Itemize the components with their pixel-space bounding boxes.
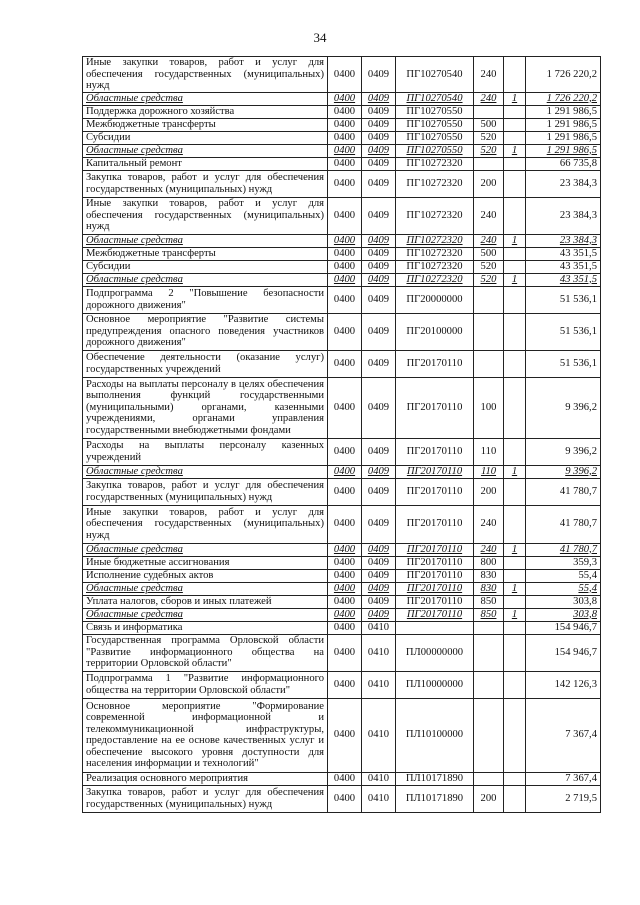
funding-source-code [504, 313, 526, 350]
row-name: Субсидии [83, 260, 328, 273]
target-article-code: ПГ10270550 [396, 105, 474, 118]
section-code: 0400 [328, 621, 362, 634]
section-code: 0400 [328, 608, 362, 621]
expense-type-code [474, 772, 504, 785]
amount: 41 780,7 [526, 543, 601, 556]
amount: 1 291 986,5 [526, 118, 601, 131]
expense-type-code: 500 [474, 247, 504, 260]
table-row-regional-funds [83, 608, 601, 621]
funding-source-code [504, 157, 526, 170]
target-article-code: ПГ10272320 [396, 170, 474, 197]
section-code: 0400 [328, 350, 362, 377]
amount: 1 291 986,5 [526, 131, 601, 144]
table-row [83, 478, 601, 505]
subsection-code: 0409 [362, 247, 396, 260]
row-name: Областные средства [83, 543, 328, 556]
target-article-code: ПГ20000000 [396, 286, 474, 313]
row-name: Областные средства [83, 465, 328, 478]
funding-source-code [504, 286, 526, 313]
target-article-code: ПГ20170110 [396, 350, 474, 377]
table-row [83, 772, 601, 785]
section-code: 0400 [328, 785, 362, 812]
table-row [83, 197, 601, 234]
subsection-code: 0409 [362, 582, 396, 595]
funding-source-code [504, 438, 526, 465]
section-code: 0400 [328, 286, 362, 313]
funding-source-code [504, 569, 526, 582]
amount: 303,8 [526, 608, 601, 621]
target-article-code: ПГ20170110 [396, 438, 474, 465]
row-name: Областные средства [83, 92, 328, 105]
expense-type-code: 240 [474, 543, 504, 556]
expense-type-code: 520 [474, 144, 504, 157]
funding-source-code: 1 [504, 608, 526, 621]
subsection-code: 0409 [362, 377, 396, 438]
section-code: 0400 [328, 377, 362, 438]
amount: 9 396,2 [526, 438, 601, 465]
table-row [83, 247, 601, 260]
table-row-regional-funds [83, 582, 601, 595]
amount: 359,3 [526, 556, 601, 569]
expense-type-code: 520 [474, 131, 504, 144]
row-name: Областные средства [83, 234, 328, 247]
funding-source-code [504, 556, 526, 569]
section-code: 0400 [328, 197, 362, 234]
funding-source-code: 1 [504, 465, 526, 478]
table-row [83, 286, 601, 313]
funding-source-code [504, 170, 526, 197]
funding-source-code [504, 247, 526, 260]
row-name: Основное мероприятие "Формирование современной информационной и телекоммуникационной инфраструктуры, предоставление на ее основе качественных услуг и обеспечение высокого уровня доступности для населения информации и технологий" [83, 698, 328, 772]
subsection-code: 0409 [362, 608, 396, 621]
target-article-code: ПЛ10000000 [396, 671, 474, 698]
table-row [83, 569, 601, 582]
table-row [83, 57, 601, 93]
funding-source-code [504, 350, 526, 377]
page-number: 34 [313, 30, 327, 45]
funding-source-code [504, 698, 526, 772]
expense-type-code: 830 [474, 582, 504, 595]
table-row [83, 313, 601, 350]
table-row-regional-funds [83, 92, 601, 105]
amount: 9 396,2 [526, 465, 601, 478]
funding-source-code: 1 [504, 543, 526, 556]
subsection-code: 0409 [362, 465, 396, 478]
table-row [83, 260, 601, 273]
section-code: 0400 [328, 118, 362, 131]
row-name: Основное мероприятие "Развитие системы предупреждения опасного поведения участников дорожного движения" [83, 313, 328, 350]
subsection-code: 0409 [362, 350, 396, 377]
amount: 55,4 [526, 582, 601, 595]
subsection-code: 0409 [362, 105, 396, 118]
section-code: 0400 [328, 260, 362, 273]
section-code: 0400 [328, 170, 362, 197]
amount: 142 126,3 [526, 671, 601, 698]
target-article-code: ПГ20170110 [396, 608, 474, 621]
row-name: Иные закупки товаров, работ и услуг для обеспечения государственных (муниципальных) нужд [83, 505, 328, 543]
table-row [83, 634, 601, 671]
section-code: 0400 [328, 671, 362, 698]
row-name: Иные закупки товаров, работ и услуг для обеспечения государственных (муниципальных) нужд [83, 197, 328, 234]
row-name: Реализация основного мероприятия [83, 772, 328, 785]
subsection-code: 0410 [362, 634, 396, 671]
row-name: Закупка товаров, работ и услуг для обеспечения государственных (муниципальных) нужд [83, 170, 328, 197]
expense-type-code: 100 [474, 377, 504, 438]
row-name: Закупка товаров, работ и услуг для обеспечения государственных (муниципальных) нужд [83, 478, 328, 505]
funding-source-code: 1 [504, 273, 526, 286]
row-name: Расходы на выплаты персоналу в целях обеспечения выполнения функций государственными (муниципальными) органами, казенными учреждениями, органами управления государственными внебюджетными фондами [83, 377, 328, 438]
expense-type-code: 800 [474, 556, 504, 569]
target-article-code: ПЛ10100000 [396, 698, 474, 772]
amount: 51 536,1 [526, 350, 601, 377]
expense-type-code [474, 634, 504, 671]
target-article-code: ПГ10272320 [396, 260, 474, 273]
expense-type-code: 520 [474, 273, 504, 286]
section-code: 0400 [328, 157, 362, 170]
expense-type-code [474, 350, 504, 377]
funding-source-code: 1 [504, 234, 526, 247]
amount: 154 946,7 [526, 634, 601, 671]
table-row [83, 505, 601, 543]
target-article-code: ПГ10272320 [396, 197, 474, 234]
expense-type-code: 240 [474, 57, 504, 93]
table-row-regional-funds [83, 543, 601, 556]
expense-type-code: 200 [474, 478, 504, 505]
subsection-code: 0409 [362, 234, 396, 247]
funding-source-code: 1 [504, 144, 526, 157]
table-row [83, 671, 601, 698]
row-name: Иные закупки товаров, работ и услуг для обеспечения государственных (муниципальных) нужд [83, 57, 328, 93]
funding-source-code [504, 118, 526, 131]
target-article-code: ПЛ10171890 [396, 772, 474, 785]
expense-type-code [474, 313, 504, 350]
section-code: 0400 [328, 543, 362, 556]
amount: 1 726 220,2 [526, 57, 601, 93]
amount: 43 351,5 [526, 273, 601, 286]
funding-source-code [504, 377, 526, 438]
subsection-code: 0409 [362, 313, 396, 350]
subsection-code: 0409 [362, 543, 396, 556]
subsection-code: 0409 [362, 556, 396, 569]
row-name: Областные средства [83, 582, 328, 595]
row-name: Субсидии [83, 131, 328, 144]
subsection-code: 0409 [362, 595, 396, 608]
funding-source-code [504, 785, 526, 812]
row-name: Исполнение судебных актов [83, 569, 328, 582]
expense-type-code [474, 157, 504, 170]
target-article-code: ПГ20170110 [396, 465, 474, 478]
section-code: 0400 [328, 131, 362, 144]
target-article-code: ПГ10270550 [396, 118, 474, 131]
amount: 2 719,5 [526, 785, 601, 812]
expense-type-code: 200 [474, 170, 504, 197]
funding-source-code [504, 772, 526, 785]
target-article-code: ПГ20170110 [396, 543, 474, 556]
amount: 43 351,5 [526, 247, 601, 260]
funding-source-code: 1 [504, 582, 526, 595]
table-row-regional-funds [83, 273, 601, 286]
section-code: 0400 [328, 582, 362, 595]
subsection-code: 0410 [362, 772, 396, 785]
table-row [83, 556, 601, 569]
subsection-code: 0409 [362, 478, 396, 505]
funding-source-code [504, 197, 526, 234]
amount: 1 726 220,2 [526, 92, 601, 105]
subsection-code: 0410 [362, 698, 396, 772]
amount: 23 384,3 [526, 234, 601, 247]
funding-source-code [504, 595, 526, 608]
amount: 1 291 986,5 [526, 144, 601, 157]
row-name: Связь и информатика [83, 621, 328, 634]
expense-type-code: 500 [474, 118, 504, 131]
funding-source-code [504, 105, 526, 118]
expense-type-code: 110 [474, 465, 504, 478]
target-article-code: ПГ10270540 [396, 57, 474, 93]
expense-type-code [474, 698, 504, 772]
target-article-code: ПГ20170110 [396, 556, 474, 569]
funding-source-code: 1 [504, 92, 526, 105]
section-code: 0400 [328, 465, 362, 478]
row-name: Уплата налогов, сборов и иных платежей [83, 595, 328, 608]
subsection-code: 0410 [362, 671, 396, 698]
table-row [83, 350, 601, 377]
target-article-code: ПГ20170110 [396, 595, 474, 608]
table-row [83, 785, 601, 812]
row-name: Межбюджетные трансферты [83, 247, 328, 260]
section-code: 0400 [328, 772, 362, 785]
subsection-code: 0409 [362, 118, 396, 131]
amount: 43 351,5 [526, 260, 601, 273]
expense-type-code: 240 [474, 505, 504, 543]
subsection-code: 0410 [362, 785, 396, 812]
row-name: Подпрограмма 2 "Повышение безопасности дорожного движения" [83, 286, 328, 313]
expense-type-code: 200 [474, 785, 504, 812]
subsection-code: 0409 [362, 569, 396, 582]
amount: 55,4 [526, 569, 601, 582]
table-row-regional-funds [83, 234, 601, 247]
expense-type-code: 240 [474, 92, 504, 105]
section-code: 0400 [328, 478, 362, 505]
expense-type-code: 850 [474, 595, 504, 608]
expense-type-code [474, 671, 504, 698]
section-code: 0400 [328, 105, 362, 118]
target-article-code: ПГ20170110 [396, 478, 474, 505]
row-name: Подпрограмма 1 "Развитие информационного общества на территории Орловской области" [83, 671, 328, 698]
row-name: Расходы на выплаты персоналу казенных учреждений [83, 438, 328, 465]
row-name: Областные средства [83, 273, 328, 286]
target-article-code: ПГ20170110 [396, 582, 474, 595]
expense-type-code [474, 105, 504, 118]
amount: 66 735,8 [526, 157, 601, 170]
budget-table [82, 56, 601, 813]
funding-source-code [504, 478, 526, 505]
table-row [83, 595, 601, 608]
section-code: 0400 [328, 273, 362, 286]
subsection-code: 0409 [362, 144, 396, 157]
row-name: Поддержка дорожного хозяйства [83, 105, 328, 118]
target-article-code: ПГ10272320 [396, 247, 474, 260]
table-row [83, 377, 601, 438]
subsection-code: 0409 [362, 260, 396, 273]
row-name: Межбюджетные трансферты [83, 118, 328, 131]
target-article-code [396, 621, 474, 634]
subsection-code: 0409 [362, 131, 396, 144]
expense-type-code: 850 [474, 608, 504, 621]
expense-type-code: 520 [474, 260, 504, 273]
target-article-code: ПГ10272320 [396, 157, 474, 170]
target-article-code: ПГ10272320 [396, 273, 474, 286]
subsection-code: 0409 [362, 197, 396, 234]
table-row [83, 438, 601, 465]
table-row [83, 105, 601, 118]
expense-type-code: 830 [474, 569, 504, 582]
row-name: Государственная программа Орловской области "Развитие информационного общества на территории Орловской области" [83, 634, 328, 671]
subsection-code: 0409 [362, 286, 396, 313]
section-code: 0400 [328, 313, 362, 350]
section-code: 0400 [328, 556, 362, 569]
target-article-code: ПГ20100000 [396, 313, 474, 350]
section-code: 0400 [328, 92, 362, 105]
table-row [83, 131, 601, 144]
target-article-code: ПГ20170110 [396, 505, 474, 543]
table-row [83, 621, 601, 634]
amount: 23 384,3 [526, 197, 601, 234]
table-row-regional-funds [83, 465, 601, 478]
subsection-code: 0409 [362, 57, 396, 93]
expense-type-code: 110 [474, 438, 504, 465]
target-article-code: ПЛ10171890 [396, 785, 474, 812]
amount: 303,8 [526, 595, 601, 608]
target-article-code: ПГ10270540 [396, 92, 474, 105]
expense-type-code: 240 [474, 197, 504, 234]
funding-source-code [504, 57, 526, 93]
section-code: 0400 [328, 144, 362, 157]
funding-source-code [504, 131, 526, 144]
amount: 9 396,2 [526, 377, 601, 438]
section-code: 0400 [328, 698, 362, 772]
expense-type-code [474, 621, 504, 634]
row-name: Областные средства [83, 144, 328, 157]
funding-source-code [504, 260, 526, 273]
table-row-regional-funds [83, 144, 601, 157]
row-name: Обеспечение деятельности (оказание услуг) государственных учреждений [83, 350, 328, 377]
subsection-code: 0409 [362, 170, 396, 197]
target-article-code: ПГ20170110 [396, 377, 474, 438]
target-article-code: ПГ10270550 [396, 131, 474, 144]
subsection-code: 0409 [362, 505, 396, 543]
amount: 41 780,7 [526, 505, 601, 543]
amount: 23 384,3 [526, 170, 601, 197]
section-code: 0400 [328, 634, 362, 671]
amount: 154 946,7 [526, 621, 601, 634]
amount: 1 291 986,5 [526, 105, 601, 118]
section-code: 0400 [328, 234, 362, 247]
subsection-code: 0409 [362, 157, 396, 170]
section-code: 0400 [328, 247, 362, 260]
row-name: Закупка товаров, работ и услуг для обеспечения государственных (муниципальных) нужд [83, 785, 328, 812]
row-name: Капитальный ремонт [83, 157, 328, 170]
subsection-code: 0410 [362, 621, 396, 634]
amount: 51 536,1 [526, 286, 601, 313]
funding-source-code [504, 621, 526, 634]
subsection-code: 0409 [362, 273, 396, 286]
amount: 7 367,4 [526, 698, 601, 772]
amount: 41 780,7 [526, 478, 601, 505]
section-code: 0400 [328, 438, 362, 465]
table-row [83, 118, 601, 131]
section-code: 0400 [328, 505, 362, 543]
table-row [83, 170, 601, 197]
section-code: 0400 [328, 595, 362, 608]
table-row [83, 698, 601, 772]
expense-type-code: 240 [474, 234, 504, 247]
subsection-code: 0409 [362, 438, 396, 465]
table-row [83, 157, 601, 170]
target-article-code: ПЛ00000000 [396, 634, 474, 671]
target-article-code: ПГ10272320 [396, 234, 474, 247]
amount: 51 536,1 [526, 313, 601, 350]
amount: 7 367,4 [526, 772, 601, 785]
row-name: Областные средства [83, 608, 328, 621]
row-name: Иные бюджетные ассигнования [83, 556, 328, 569]
expense-type-code [474, 286, 504, 313]
funding-source-code [504, 505, 526, 543]
subsection-code: 0409 [362, 92, 396, 105]
target-article-code: ПГ20170110 [396, 569, 474, 582]
section-code: 0400 [328, 57, 362, 93]
target-article-code: ПГ10270550 [396, 144, 474, 157]
funding-source-code [504, 671, 526, 698]
section-code: 0400 [328, 569, 362, 582]
funding-source-code [504, 634, 526, 671]
